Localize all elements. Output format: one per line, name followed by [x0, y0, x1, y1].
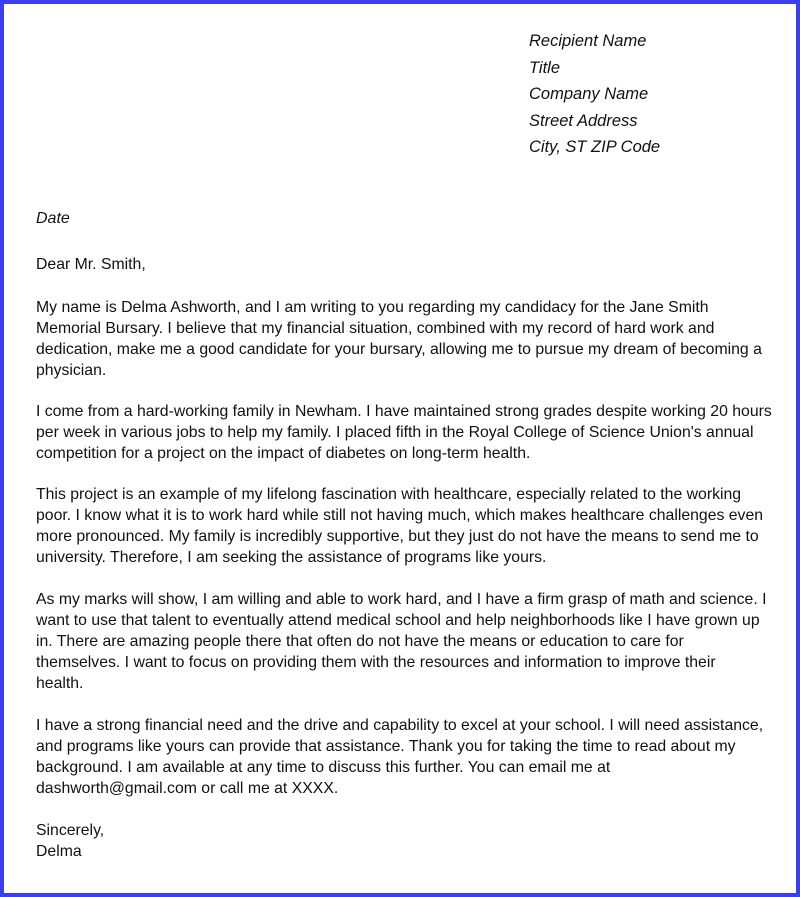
- letter-salutation: Dear Mr. Smith,: [36, 256, 146, 273]
- paragraph-line: per week in various jobs to help my family. I placed fifth in the Royal College of Science Union's annual: [36, 424, 754, 441]
- paragraph-line: university. Therefore, I am seeking the assistance of programs like yours.: [36, 549, 547, 566]
- recipient-company: Company Name: [529, 85, 649, 103]
- paragraph-line: I come from a hard-working family in Newham. I have maintained strong grades despite working 20 hours: [36, 403, 772, 420]
- body-paragraph-3: [36, 484, 776, 568]
- recipient-title: Title: [529, 58, 561, 77]
- signature-name: Delma: [36, 843, 82, 860]
- recipient-street-address: Street Address: [529, 111, 638, 130]
- closing-salutation: Sincerely,: [36, 822, 105, 839]
- paragraph-line: health.: [36, 675, 84, 692]
- paragraph-line: dashworth@gmail.com or call me at XXXX.: [36, 780, 339, 797]
- body-paragraph-5: [36, 715, 776, 799]
- paragraph-line: more pronounced. My family is incredibly supportive, but they just do not have the means to send me to: [36, 528, 759, 545]
- recipient-city-state-zip: City, ST ZIP Code: [529, 138, 661, 156]
- paragraph-line: themselves. I want to focus on providing them with the resources and information to improve their: [36, 654, 716, 671]
- paragraph-line: As my marks will show, I am willing and able to work hard, and I have a firm grasp of math and science. I: [36, 591, 767, 608]
- paragraph-line: competition for a project on the impact of diabetes on long-term health.: [36, 445, 531, 462]
- paragraph-line: background. I am available at any time to discuss this further. You can email me at: [36, 759, 611, 776]
- body-paragraph-4: [36, 589, 776, 694]
- paragraph-line: I have a strong financial need and the drive and capability to excel at your school. I will need assistance,: [36, 717, 764, 734]
- recipient-address-block: [529, 28, 660, 161]
- body-paragraph-2: [36, 401, 776, 464]
- paragraph-line: dedication, make me a good candidate for your bursary, allowing me to pursue my dream of becoming a: [36, 341, 762, 358]
- body-paragraph-1: [36, 297, 776, 381]
- paragraph-line: and programs like yours can provide that assistance. Thank you for taking the time to read about my: [36, 738, 736, 755]
- paragraph-line: poor. I know what it is to work hard while still not having much, which makes healthcare challenges even: [36, 507, 764, 524]
- paragraph-line: This project is an example of my lifelong fascination with healthcare, especially related to the working: [36, 486, 742, 503]
- paragraph-line: in. There are amazing people there that often do not have the means or education to care for: [36, 633, 684, 650]
- closing-block: [36, 820, 104, 862]
- paragraph-line: My name is Delma Ashworth, and I am writing to you regarding my candidacy for the Jane Smith: [36, 299, 709, 316]
- paragraph-line: want to use that talent to eventually attend medical school and help neighborhoods like I have grown up: [36, 612, 760, 629]
- letter-date: Date: [36, 210, 70, 227]
- paragraph-line: Memorial Bursary. I believe that my financial situation, combined with my record of hard work and: [36, 320, 715, 337]
- paragraph-line: physician.: [36, 362, 107, 379]
- recipient-name: Recipient Name: [529, 32, 647, 50]
